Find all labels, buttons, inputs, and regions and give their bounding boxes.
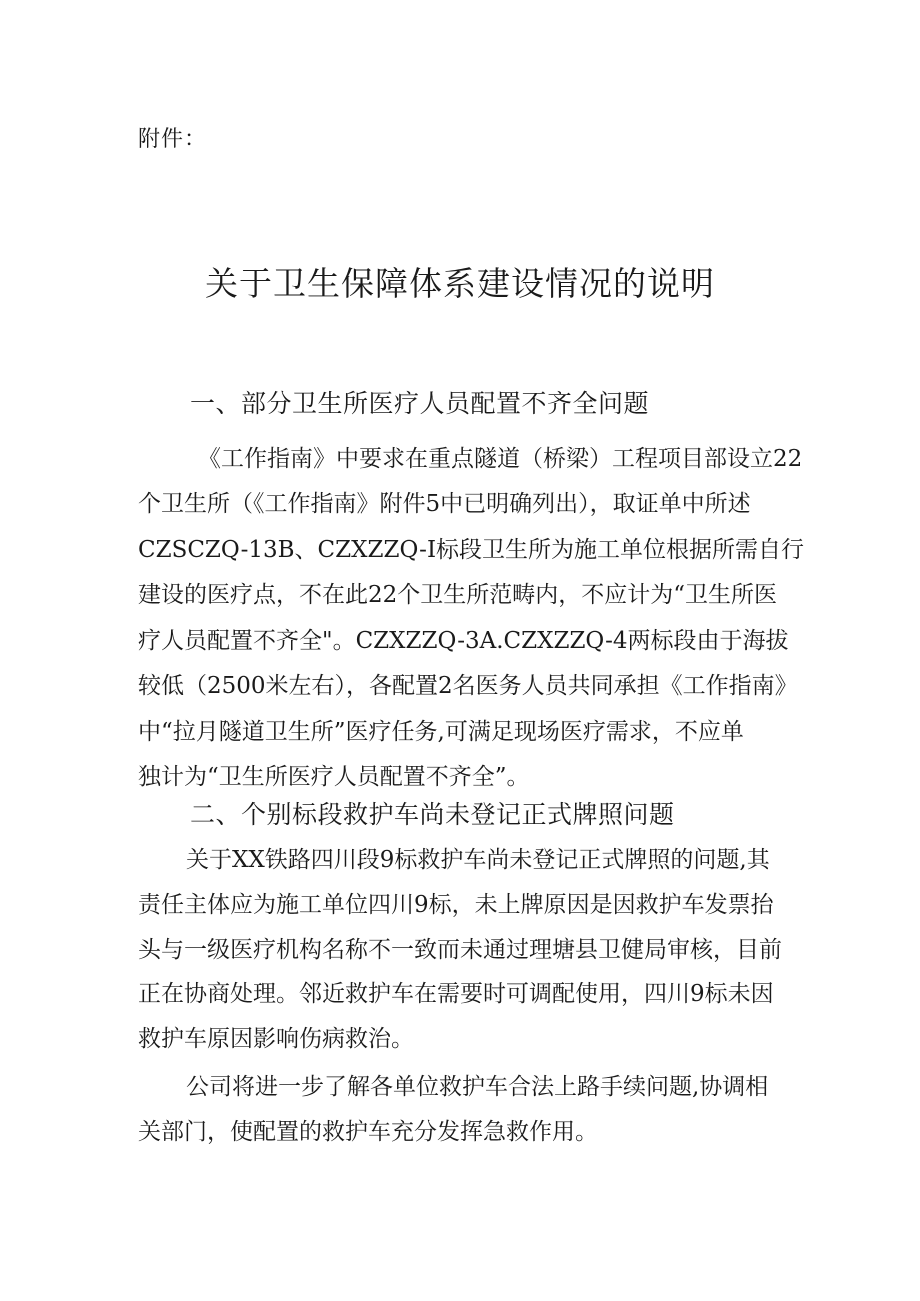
section-2-line: 救护车原因影响伤病救治。	[138, 1026, 414, 1052]
section-1-line: 较低（2500米左右），各配置2名医务人员共同承担《工作指南》	[138, 673, 798, 699]
section-1-line: 《工作指南》中要求在重点隧道（桥梁）工程项目部设立22	[198, 446, 803, 472]
closing-line: 公司将进一步了解各单位救护车合法上路手续问题,协调相	[186, 1074, 769, 1100]
section-1-line: CZSCZQ-13B、CZXZZQ-I标段卫生所为施工单位根据所需自行	[138, 537, 805, 563]
closing-line: 关部门，使配置的救护车充分发挥急救作用。	[138, 1119, 598, 1145]
document-title: 关于卫生保障体系建设情况的说明	[205, 264, 715, 303]
section-1-line: 疗人员配置不齐全"。CZXZZQ-3A.CZXZZQ-4两标段由于海拔	[138, 628, 789, 654]
section-2-line: 头与一级医疗机构名称不一致而未通过理塘县卫健局审核，目前	[138, 937, 782, 963]
section-1-line: 个卫生所（《工作指南》附件5中已明确列出），取证单中所述	[138, 491, 751, 517]
section-2-line: 关于XX铁路四川段9标救护车尚未登记正式牌照的问题,其	[186, 847, 770, 873]
section-1-heading: 一、部分卫生所医疗人员配置不齐全问题	[190, 389, 650, 418]
section-2-heading: 二、个别标段救护车尚未登记正式牌照问题	[190, 800, 675, 829]
section-1-line: 中“拉月隧道卫生所”医疗任务,可满足现场医疗需求，不应单	[138, 719, 744, 745]
section-1-line: 建设的医疗点，不在此22个卫生所范畴内，不应计为“卫生所医	[138, 582, 778, 608]
section-2-line: 正在协商处理。邻近救护车在需要时可调配使用，四川9标未因	[138, 981, 774, 1007]
section-2-line: 责任主体应为施工单位四川9标，未上牌原因是因救护车发票抬	[138, 892, 774, 918]
section-1-line: 独计为“卫生所医疗人员配置不齐全”。	[138, 764, 530, 790]
attachment-label: 附件：	[138, 127, 208, 152]
